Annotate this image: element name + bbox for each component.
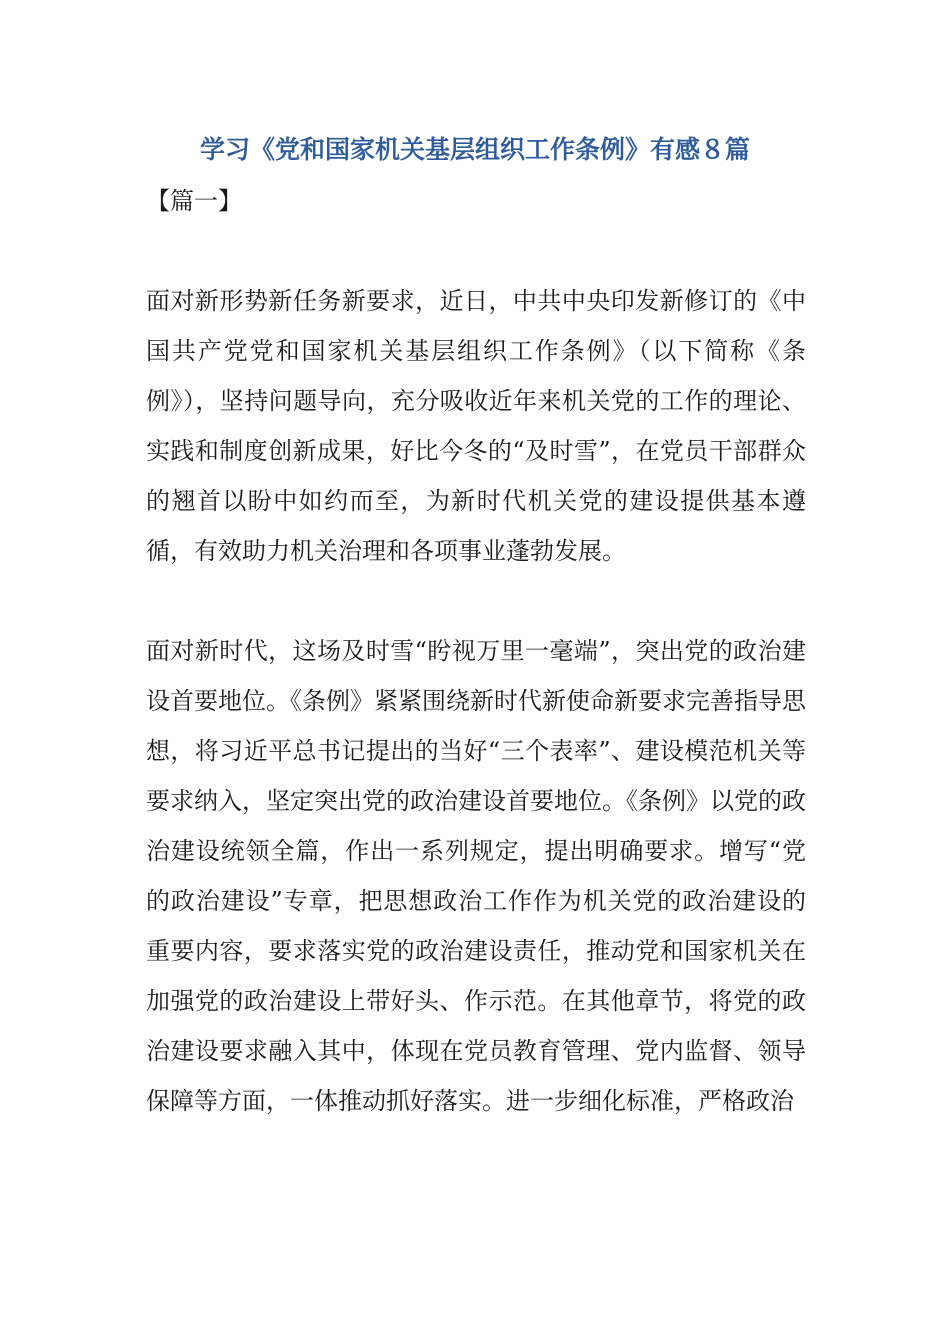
paragraph-2: 面对新时代，这场及时雪“盻视万里一毫端”，突出党的政治建设首要地位。《条例》紧紧围绕新时代新使命新要求完善指导思想，将习近平总书记提出的当好“三个表率”、建设模范机关等要求纳入，坚定突出党的政治建设首要地位。《条例》以党的政治建设统领全篇，作出一系列规定，提出明确要求。增写“党的政治建设”专章，把思想政治工作作为机关党的政治建设的重要内容，要求落实党的政治建设责任，推动党和国家机关在加强党的政治建设上带好头、作示范。在其他章节，将党的政治建设要求融入其中，体现在党员教育管理、党内监督、领导保障等方面，一体推动抓好落实。进一步细化标准，严格政治 <box>146 637 806 1115</box>
paragraph-1: 面对新形势新任务新要求，近日，中共中央印发新修订的《中国共产党党和国家机关基层组织工作条例》（以下简称《条例》），坚持问题导向，充分吸收近年来机关党的工作的理论、实践和制度创新成果，好比今冬的“及时雪”，在党员干部群众的翘首以盼中如约而至，为新时代机关党的建设提供基本遵循，有效助力机关治理和各项事业蓬勃发展。 <box>146 287 806 565</box>
document-title: 学习《党和国家机关基层组织工作条例》有感８篇 <box>199 135 750 164</box>
document-body <box>146 276 806 1126</box>
section-label: 【篇一】 <box>146 187 242 215</box>
